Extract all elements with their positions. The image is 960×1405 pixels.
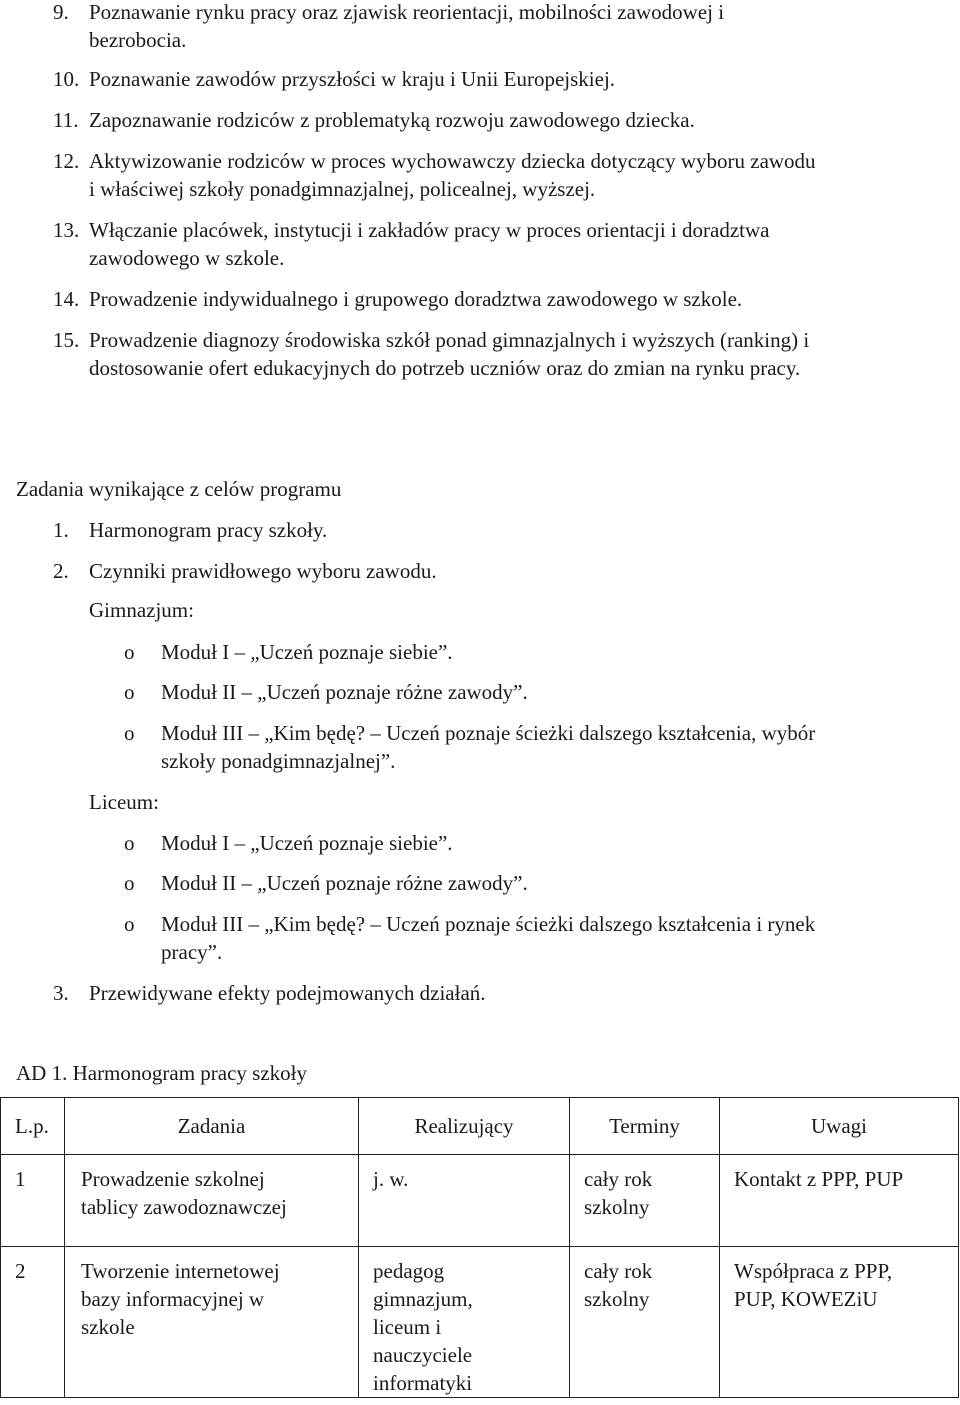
- list-number: 13.: [53, 218, 80, 242]
- list-number: 11.: [53, 108, 79, 132]
- module-text: Moduł II – „Uczeń poznaje różne zawody”.: [161, 680, 528, 704]
- cell-lp: [1, 1155, 65, 1247]
- header-realizujacy: Realizujący: [359, 1098, 570, 1155]
- cell-realizujacy: [359, 1247, 570, 1398]
- cell-text: tablicy zawodoznawczej: [81, 1195, 287, 1219]
- table-row: [1, 1155, 959, 1247]
- cell-text: cały rok: [584, 1167, 653, 1191]
- module-text: Moduł III – „Kim będę? – Uczeń poznaje ścieżki dalszego kształcenia, wybór: [161, 721, 816, 745]
- module-text: pracy”.: [161, 940, 223, 964]
- module-text: Moduł I – „Uczeń poznaje siebie”.: [161, 640, 453, 664]
- schedule-table: [0, 1097, 959, 1398]
- cell-text: pedagog: [373, 1259, 445, 1283]
- cell-text: szkole: [81, 1315, 135, 1339]
- table-header-row: [1, 1098, 959, 1155]
- bullet-icon: o: [124, 721, 135, 745]
- cell-zadania: [65, 1247, 359, 1398]
- cell-text: bazy informacyjnej w: [81, 1287, 265, 1311]
- section-heading: Zadania wynikające z celów programu: [16, 477, 342, 501]
- cell-text: PUP, KOWEZiU: [734, 1287, 878, 1311]
- gimnazjum-label: Gimnazjum:: [89, 598, 194, 622]
- list-item-text: Aktywizowanie rodziców w proces wychowawczy dziecka dotyczący wyboru zawodu: [89, 149, 816, 173]
- bullet-icon: o: [124, 640, 135, 664]
- list-item-text: Zapoznawanie rodziców z problematyką rozwoju zawodowego dziecka.: [89, 108, 695, 132]
- list-number: 15.: [53, 328, 80, 352]
- cell-text: 2: [15, 1259, 26, 1283]
- ad1-heading: AD 1. Harmonogram pracy szkoły: [16, 1061, 308, 1085]
- list-number: 14.: [53, 287, 80, 311]
- cell-zadania: [65, 1155, 359, 1247]
- list-item-text: Włączanie placówek, instytucji i zakładów pracy w proces orientacji i doradztwa: [89, 218, 770, 242]
- cell-text: szkolny: [584, 1287, 650, 1311]
- list-item-text: dostosowanie ofert edukacyjnych do potrzeb uczniów oraz do zmian na rynku pracy.: [89, 356, 801, 380]
- module-text: Moduł I – „Uczeń poznaje siebie”.: [161, 831, 453, 855]
- bullet-icon: o: [124, 912, 135, 936]
- bullet-icon: o: [124, 871, 135, 895]
- cell-text: Tworzenie internetowej: [81, 1259, 280, 1283]
- cell-text: 1: [15, 1167, 26, 1191]
- cell-text: liceum i: [373, 1315, 442, 1339]
- list-number: 12.: [53, 149, 80, 173]
- bullet-icon: o: [124, 831, 135, 855]
- module-text: Moduł III – „Kim będę? – Uczeń poznaje ścieżki dalszego kształcenia i rynek: [161, 912, 816, 936]
- list-item-text: Prowadzenie diagnozy środowiska szkół ponad gimnazjalnych i wyższych (ranking) i: [89, 328, 810, 352]
- liceum-label: Liceum:: [89, 790, 159, 814]
- cell-terminy: [570, 1247, 720, 1398]
- cell-text: Prowadzenie szkolnej: [81, 1167, 265, 1191]
- list-number: 10.: [53, 67, 80, 91]
- list-item-text: zawodowego w szkole.: [89, 246, 285, 270]
- cell-text: j. w.: [373, 1167, 409, 1191]
- header-uwagi: Uwagi: [720, 1098, 959, 1155]
- module-text: Moduł II – „Uczeń poznaje różne zawody”.: [161, 871, 528, 895]
- cell-text: Kontakt z PPP, PUP: [734, 1167, 904, 1191]
- list-item-text: Prowadzenie indywidualnego i grupowego doradztwa zawodowego w szkole.: [89, 287, 743, 311]
- cell-text: nauczyciele: [373, 1343, 473, 1367]
- task-number: 1.: [53, 518, 69, 542]
- cell-text: cały rok: [584, 1259, 653, 1283]
- list-item-text: bezrobocia.: [89, 28, 187, 52]
- cell-lp: [1, 1247, 65, 1398]
- list-item-text: i właściwej szkoły ponadgimnazjalnej, policealnej, wyższej.: [89, 177, 596, 201]
- task-text: Harmonogram pracy szkoły.: [89, 518, 328, 542]
- cell-terminy: [570, 1155, 720, 1247]
- module-text: szkoły ponadgimnazjalnej”.: [161, 749, 396, 773]
- task-number: 3.: [53, 981, 69, 1005]
- table-row: [1, 1247, 959, 1398]
- cell-uwagi: [720, 1155, 959, 1247]
- header-zadania: Zadania: [65, 1098, 359, 1155]
- header-terminy: Terminy: [570, 1098, 720, 1155]
- bullet-icon: o: [124, 680, 135, 704]
- cell-text: informatyki: [373, 1371, 473, 1395]
- task-text: Przewidywane efekty podejmowanych działań.: [89, 981, 486, 1005]
- task-text: Czynniki prawidłowego wyboru zawodu.: [89, 559, 437, 583]
- task-number: 2.: [53, 559, 69, 583]
- list-number: 9.: [53, 0, 69, 24]
- cell-realizujacy: [359, 1155, 570, 1247]
- list-item-text: Poznawanie rynku pracy oraz zjawisk reorientacji, mobilności zawodowej i: [89, 0, 725, 24]
- cell-text: gimnazjum,: [373, 1287, 473, 1311]
- cell-uwagi: [720, 1247, 959, 1398]
- list-item-text: Poznawanie zawodów przyszłości w kraju i Unii Europejskiej.: [89, 67, 616, 91]
- cell-text: Współpraca z PPP,: [734, 1259, 893, 1283]
- header-lp: L.p.: [1, 1098, 65, 1155]
- cell-text: szkolny: [584, 1195, 650, 1219]
